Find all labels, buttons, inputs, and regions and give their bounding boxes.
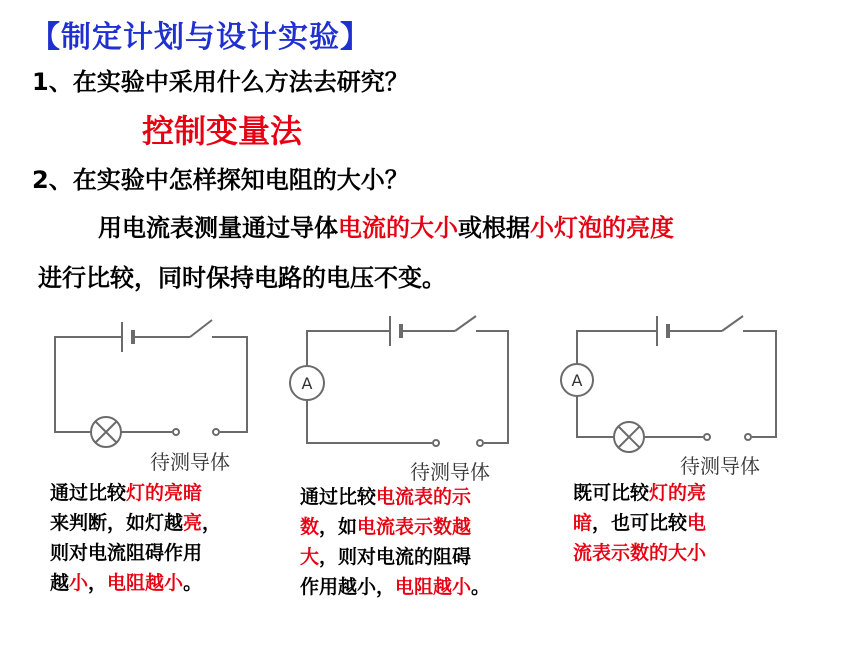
caption-highlight: 电: [687, 512, 707, 534]
caption-highlight: 电流表示数越: [357, 516, 472, 538]
answer-2-highlight-current: 电流的大小: [338, 214, 458, 242]
caption-line: [573, 478, 706, 508]
wire: [476, 331, 508, 443]
section-title: 【制定计划与设计实验】: [30, 20, 371, 55]
caption-highlight: 电阻越小: [395, 576, 472, 598]
terminal: [213, 429, 219, 435]
terminal: [477, 440, 483, 446]
caption-text: 通过比较: [50, 482, 127, 504]
caption-2: [300, 482, 490, 602]
wire: [307, 400, 432, 443]
caption-line: 则对电流阻碍作用: [50, 542, 203, 564]
terminal: [433, 440, 439, 446]
caption-text: ，则对电流的阻碍: [319, 546, 472, 568]
circuit-1: [55, 320, 247, 447]
switch-blade: [722, 316, 743, 331]
caption-text: ，也可比较: [592, 512, 688, 534]
caption-3: [573, 478, 706, 568]
ammeter-symbol: A: [301, 374, 313, 393]
caption-line: [300, 572, 490, 602]
caption-text: ，如: [319, 516, 358, 538]
answer-2-text: 用电流表测量通过导体: [98, 214, 338, 242]
terminal: [173, 429, 179, 435]
caption-line: [50, 508, 221, 538]
terminal: [745, 434, 751, 440]
caption-line: [300, 512, 490, 542]
caption-text: 作用越小，: [300, 576, 396, 598]
caption-text: 来判断，如灯越: [50, 512, 184, 534]
conductor-label-3: 待测导体: [680, 454, 760, 478]
caption-line: [300, 542, 490, 572]
caption-highlight: 大: [300, 546, 320, 568]
question-2: 2、在实验中怎样探知电阻的大小？: [32, 166, 409, 194]
caption-highlight: 暗: [573, 512, 593, 534]
caption-text: 。: [471, 576, 491, 598]
caption-text: 。: [183, 572, 203, 594]
terminal: [704, 434, 710, 440]
answer-1: 控制变量法: [142, 112, 303, 150]
caption-line: 流表示数的大小: [573, 542, 707, 564]
wire: [577, 331, 657, 364]
caption-highlight: 数: [300, 516, 320, 538]
caption-line: [573, 508, 706, 538]
caption-text: ，: [88, 572, 108, 594]
wire: [577, 396, 614, 437]
caption-text: 通过比较: [300, 486, 377, 508]
wire: [212, 337, 247, 432]
answer-2-text: 或根据: [458, 214, 530, 242]
switch-blade: [455, 316, 476, 331]
question-1: 1、在实验中采用什么方法去研究？: [32, 68, 409, 96]
answer-2-line-2: 进行比较，同时保持电路的电压不变。: [38, 264, 446, 292]
caption-line: [50, 478, 221, 508]
caption-text: 既可比较: [573, 482, 650, 504]
ammeter-symbol: A: [571, 371, 583, 390]
conductor-label-1: 待测导体: [150, 450, 230, 474]
caption-text: ，: [202, 512, 222, 534]
caption-1: [50, 478, 221, 598]
wire: [743, 331, 776, 437]
caption-text: 越: [50, 572, 70, 594]
caption-line: [50, 568, 221, 598]
caption-line: [300, 482, 490, 512]
caption-highlight: 灯的亮: [649, 482, 707, 504]
caption-highlight: 灯的亮暗: [126, 482, 203, 504]
caption-highlight: 亮: [183, 512, 203, 534]
circuit-3: [561, 316, 776, 452]
circuit-2: [290, 316, 508, 446]
caption-highlight: 小: [69, 572, 89, 594]
caption-highlight: 电阻越小: [107, 572, 184, 594]
switch-blade: [190, 320, 212, 337]
conductor-label-2: 待测导体: [410, 460, 490, 484]
answer-2-highlight-brightness: 小灯泡的亮度: [530, 214, 674, 242]
wire: [307, 331, 390, 366]
caption-highlight: 电流表的示: [376, 486, 472, 508]
